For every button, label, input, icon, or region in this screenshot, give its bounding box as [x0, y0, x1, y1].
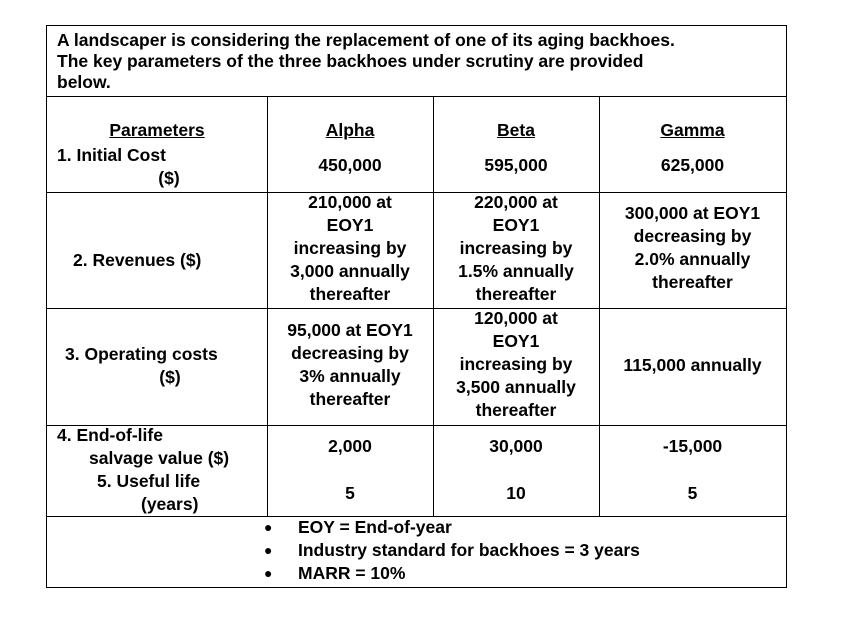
cell-line: decreasing by	[633, 226, 752, 246]
beta-revenues	[433, 191, 599, 306]
cell-line: increasing by	[293, 238, 407, 258]
bullet-icon: ●	[264, 519, 273, 535]
cell-line: increasing by	[459, 238, 573, 258]
cell-line: decreasing by	[291, 343, 409, 363]
gamma-initial-cost: 625,000	[660, 155, 725, 175]
cell-line: 2.0% annually	[634, 249, 751, 269]
note-marr: MARR = 10%	[298, 563, 406, 583]
cell-line: 1.5% annually	[458, 261, 574, 281]
bullet-icon: ●	[264, 542, 273, 558]
cell-line: increasing by	[459, 354, 573, 374]
cell-line: thereafter	[309, 284, 391, 304]
beta-operating-costs	[433, 307, 599, 422]
label-operating-costs: 3. Operating costs	[65, 344, 218, 364]
header-parameters: Parameters	[109, 120, 205, 140]
statement-line: below.	[57, 72, 111, 92]
header-beta: Beta	[497, 120, 535, 140]
cell-line: EOY1	[492, 215, 540, 235]
label-revenues: 2. Revenues ($)	[73, 250, 202, 270]
cell-line: thereafter	[475, 400, 557, 420]
beta-initial-cost: 595,000	[484, 155, 548, 175]
label-operating-costs-unit: ($)	[159, 367, 181, 387]
gamma-salvage: -15,000	[662, 436, 723, 456]
alpha-useful-life: 5	[345, 483, 355, 503]
cell-line: 3,500 annually	[456, 377, 576, 397]
statement-line: The key parameters of the three backhoes under scrutiny are provided	[57, 51, 644, 71]
cell-line: 3,000 annually	[290, 261, 410, 281]
problem-statement	[57, 30, 675, 93]
label-useful-life-unit: (years)	[141, 494, 199, 514]
bullet-icon: ●	[264, 565, 273, 581]
cell-line: 120,000 at	[474, 308, 558, 328]
note-eoy: EOY = End-of-year	[298, 517, 452, 537]
alpha-revenues	[267, 191, 433, 306]
statement-line: A landscaper is considering the replacement of one of its aging backhoes.	[57, 30, 675, 50]
cell-line: 3% annually	[299, 366, 401, 386]
label-salvage: 4. End-of-life	[57, 425, 163, 445]
label-salvage-unit: salvage value ($)	[89, 448, 230, 468]
beta-useful-life: 10	[506, 483, 526, 503]
cell-line: 220,000 at	[474, 192, 558, 212]
cell-line: 300,000 at EOY1	[624, 203, 761, 223]
cell-line: thereafter	[652, 272, 733, 292]
alpha-initial-cost: 450,000	[318, 155, 382, 175]
label-useful-life: 5. Useful life	[97, 471, 201, 491]
header-alpha: Alpha	[325, 120, 375, 140]
gamma-useful-life: 5	[687, 483, 698, 503]
cell-line: thereafter	[309, 389, 391, 409]
beta-salvage: 30,000	[489, 436, 543, 456]
cell-line: EOY1	[326, 215, 374, 235]
cell-line: 95,000 at EOY1	[287, 320, 413, 340]
note-industry-standard: Industry standard for backhoes = 3 years	[298, 540, 640, 560]
label-initial-cost: 1. Initial Cost	[57, 145, 166, 165]
problem-table	[46, 25, 787, 588]
gamma-revenues	[599, 202, 786, 294]
cell-line: EOY1	[492, 331, 540, 351]
cell-line: 210,000 at	[308, 192, 392, 212]
alpha-operating-costs	[267, 319, 433, 411]
row-divider	[47, 308, 786, 309]
header-gamma: Gamma	[660, 120, 725, 140]
label-initial-cost-unit: ($)	[158, 168, 180, 188]
row-divider	[47, 96, 786, 97]
gamma-operating-costs: 115,000 annually	[623, 355, 762, 375]
alpha-salvage: 2,000	[328, 436, 372, 456]
cell-line: thereafter	[475, 284, 557, 304]
